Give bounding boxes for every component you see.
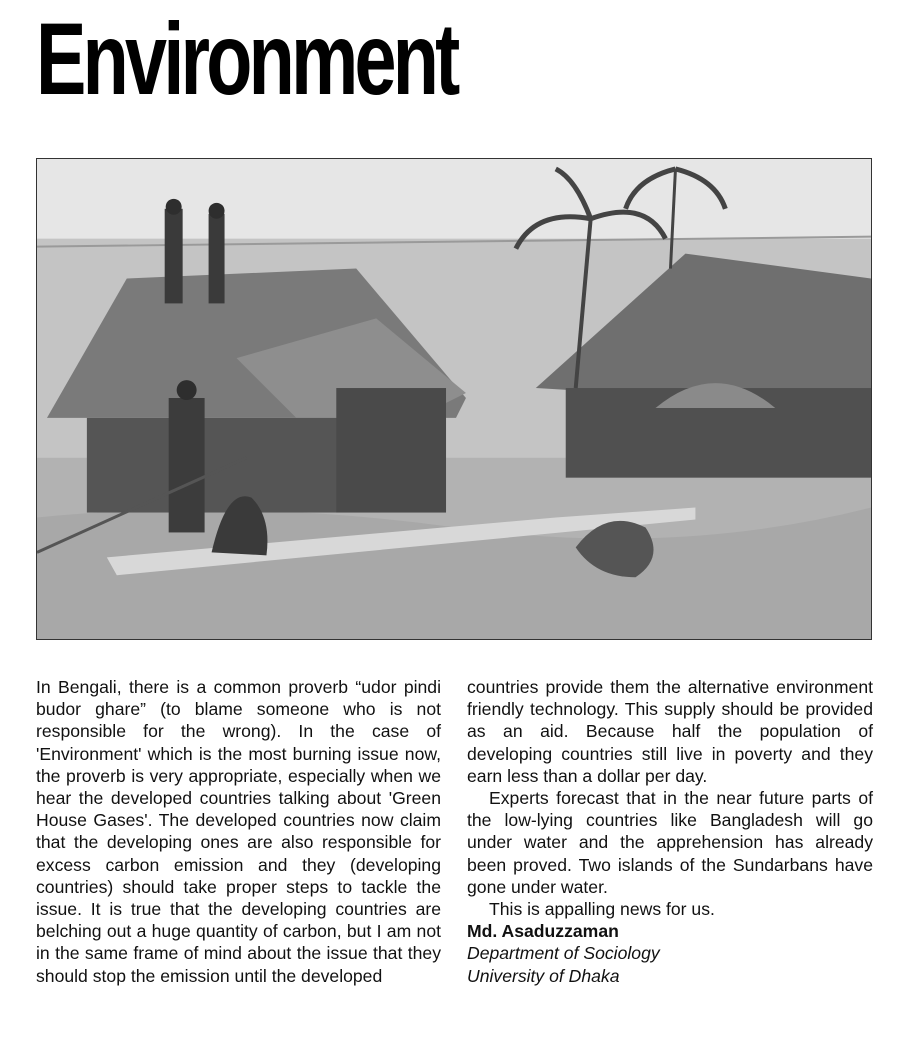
flood-scene-image — [37, 159, 871, 639]
article-paragraph: Experts forecast that in the near future parts of the low-lying countries like Bangladesh will go under water and the apprehension has already been proved. Two islands of the Sundarbans have gone under water. — [467, 788, 873, 897]
article-paragraph: This is appalling news for us. — [489, 899, 715, 920]
author-name: Md. Asaduzzaman — [467, 921, 619, 942]
article-column-left — [36, 676, 441, 987]
author-department: Department of Sociology — [467, 943, 660, 964]
flood-photo — [36, 158, 872, 640]
article-column-right — [467, 676, 873, 987]
article-paragraph: In Bengali, there is a common proverb “udor pindi budor ghare” (to blame someone who is not responsible for the wrong). In the case of 'Environment' which is the most burning issue now, the proverb is very appropriate, especially when we hear the developed countries talking about 'Green House Gases'. The developed countries now claim that the developing ones are also responsible for excess carbon emission and they (developing countries) should take proper steps to tackle the issue. It is true that the developing countries are belching out a huge quantity of carbon, but I am not in the same frame of mind about the issue that they should stop the emission until the developed — [36, 677, 441, 986]
author-university: University of Dhaka — [467, 965, 620, 986]
page-title: Environment — [36, 2, 457, 116]
article-paragraph: countries provide them the alternative environment friendly technology. This supply should be provided as an aid. Because half the population of developing countries still live in poverty and they earn less than a dollar per day. — [467, 677, 873, 786]
